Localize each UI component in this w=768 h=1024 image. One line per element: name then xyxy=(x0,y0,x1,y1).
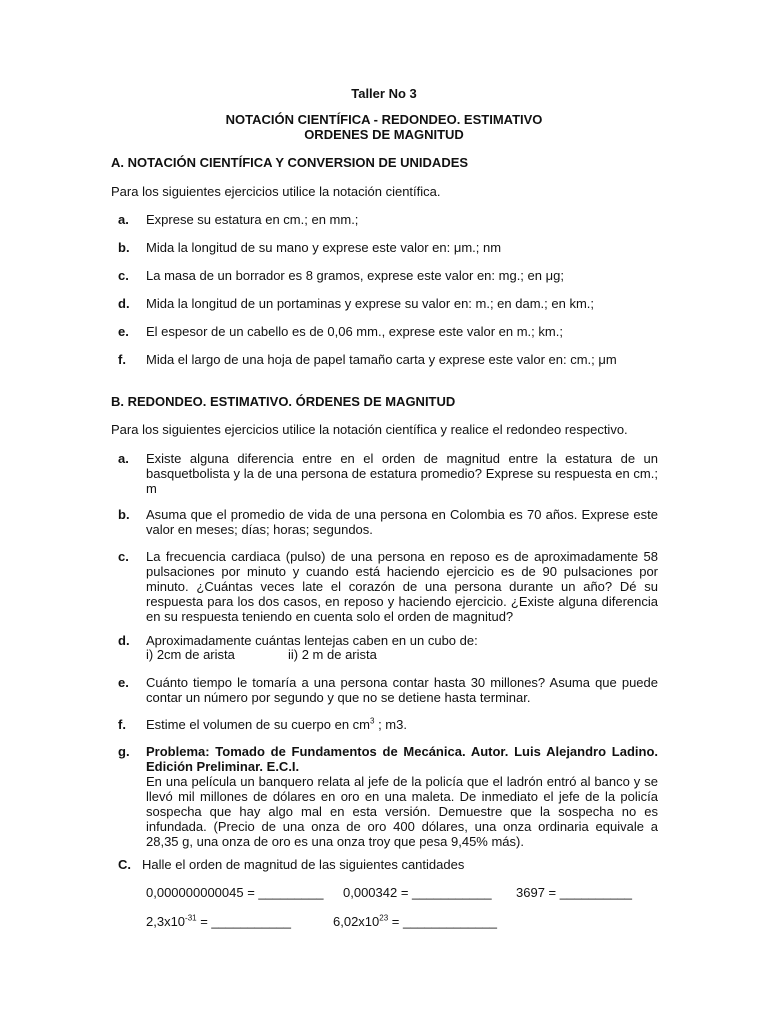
item-b-letter: b. xyxy=(118,240,130,255)
b-item-b-text: Asuma que el promedio de vida de una persona en Colombia es 70 años. Exprese este valor en meses; días; horas; segundos. xyxy=(146,507,658,537)
problem-source: Problema: Tomado de Fundamentos de Mecánica. Autor. Luis Alejandro Ladino. xyxy=(146,744,658,759)
item-e-text: El espesor de un cabello es de 0,06 mm., exprese este valor en m.; km.; xyxy=(146,324,563,339)
worksheet-title: Taller No 3 xyxy=(351,86,417,101)
b-item-b-letter: b. xyxy=(118,507,130,522)
exercise-1: 0,000000000045 = _________ xyxy=(146,885,324,900)
section-b-intro: Para los siguientes ejercicios utilice la notación científica y realice el redondeo respectivo. xyxy=(111,422,628,437)
b-item-d-letter: d. xyxy=(118,633,130,648)
section-b-heading: B. REDONDEO. ESTIMATIVO. ÓRDENES DE MAGNITUD xyxy=(111,394,456,409)
b-item-a-letter: a. xyxy=(118,451,129,466)
b-item-f-letter: f. xyxy=(118,717,126,732)
b-item-d-option-2: ii) 2 m de arista xyxy=(288,647,377,662)
section-a-intro: Para los siguientes ejercicios utilice la notación científica. xyxy=(111,184,441,199)
item-a-letter: a. xyxy=(118,212,129,227)
section-c-text: Halle el orden de magnitud de las siguientes cantidades xyxy=(142,857,465,872)
b-item-c-text: La frecuencia cardiaca (pulso) de una persona en reposo es de aproximadamente 58 pulsaciones por minuto y cuando está haciendo ejercicio es de 90 pulsaciones por minuto. ¿Cuántas veces late el corazón de una persona durante un año? Dé su respuesta para los dos casos, en reposo y haciendo ejercicio. ¿Existe alguna diferencia en su respuesta teniendo en cuenta solo el orden de magnitud? xyxy=(146,549,658,624)
exercise-4: $2,3x10^{-31}$ = ___________ xyxy=(146,913,291,929)
b-item-f-text: Estime el volumen de su cuerpo en $cm^3$ ; m3. xyxy=(146,716,407,732)
section-c-letter: C. xyxy=(118,857,131,872)
item-d-letter: d. xyxy=(118,296,130,311)
item-c-text: La masa de un borrador es 8 gramos, exprese este valor en: mg.; en μg; xyxy=(146,268,564,283)
exercise-5: $6,02x10^{23}$ = _____________ xyxy=(333,913,497,929)
b-item-c-letter: c. xyxy=(118,549,129,564)
b-item-d-text: Aproximadamente cuántas lentejas caben en un cubo de: xyxy=(146,633,478,648)
b-item-e-letter: e. xyxy=(118,675,129,690)
exercise-3: 3697 = __________ xyxy=(516,885,633,900)
b-item-g-letter: g. xyxy=(118,744,130,759)
item-e-letter: e. xyxy=(118,324,129,339)
b-item-a-text: Existe alguna diferencia entre en el orden de magnitud entre la estatura de un basquetbolista y la de una persona de estatura promedio? Exprese su respuesta en cm.; m xyxy=(146,451,658,496)
item-a-text: Exprese su estatura en cm.; en mm.; xyxy=(146,212,359,227)
b-item-e-text: Cuánto tiempo le tomaría a una persona contar hasta 30 millones? Asuma que puede contar un número por segundo y que no se detiene hasta terminar. xyxy=(146,675,658,705)
item-c-letter: c. xyxy=(118,268,129,283)
b-item-d-option-1: i) 2cm de arista xyxy=(146,647,235,662)
b-item-g-text: Problema: Tomado de Fundamentos de Mecánica. Autor. Luis Alejandro Ladino. Edición Preliminar. E.C.I. En una película un banquero relata al jefe de la policía que el ladrón entró al banco y se llevó mil millones de dólares en oro en una maleta. De inmediato el jefe de la policía sospecha que hay algo mal en esta versión. Demuestre que la sospecha no es infundada. (Precio de una onza de oro 400 dólares, una onza ordinaria equivale a 28,35 g, una onza de oro es una onza troy que pesa 9,45% más). xyxy=(146,744,658,849)
section-a-heading: A. NOTACIÓN CIENTÍFICA Y CONVERSION DE UNIDADES xyxy=(111,155,469,170)
exercise-2: 0,000342 = ___________ xyxy=(343,885,492,900)
item-b-text: Mida la longitud de su mano y exprese este valor en: μm.; nm xyxy=(146,240,502,255)
subtitle-line-1: NOTACIÓN CIENTÍFICA - REDONDEO. ESTIMATIVO xyxy=(225,112,543,127)
item-f-text: Mida el largo de una hoja de papel tamaño carta y exprese este valor en: cm.; μm xyxy=(146,352,617,367)
item-f-letter: f. xyxy=(118,352,126,367)
item-d-text: Mida la longitud de un portaminas y exprese su valor en: m.; en dam.; en km.; xyxy=(146,296,595,311)
subtitle-line-2: ORDENES DE MAGNITUD xyxy=(304,127,464,142)
